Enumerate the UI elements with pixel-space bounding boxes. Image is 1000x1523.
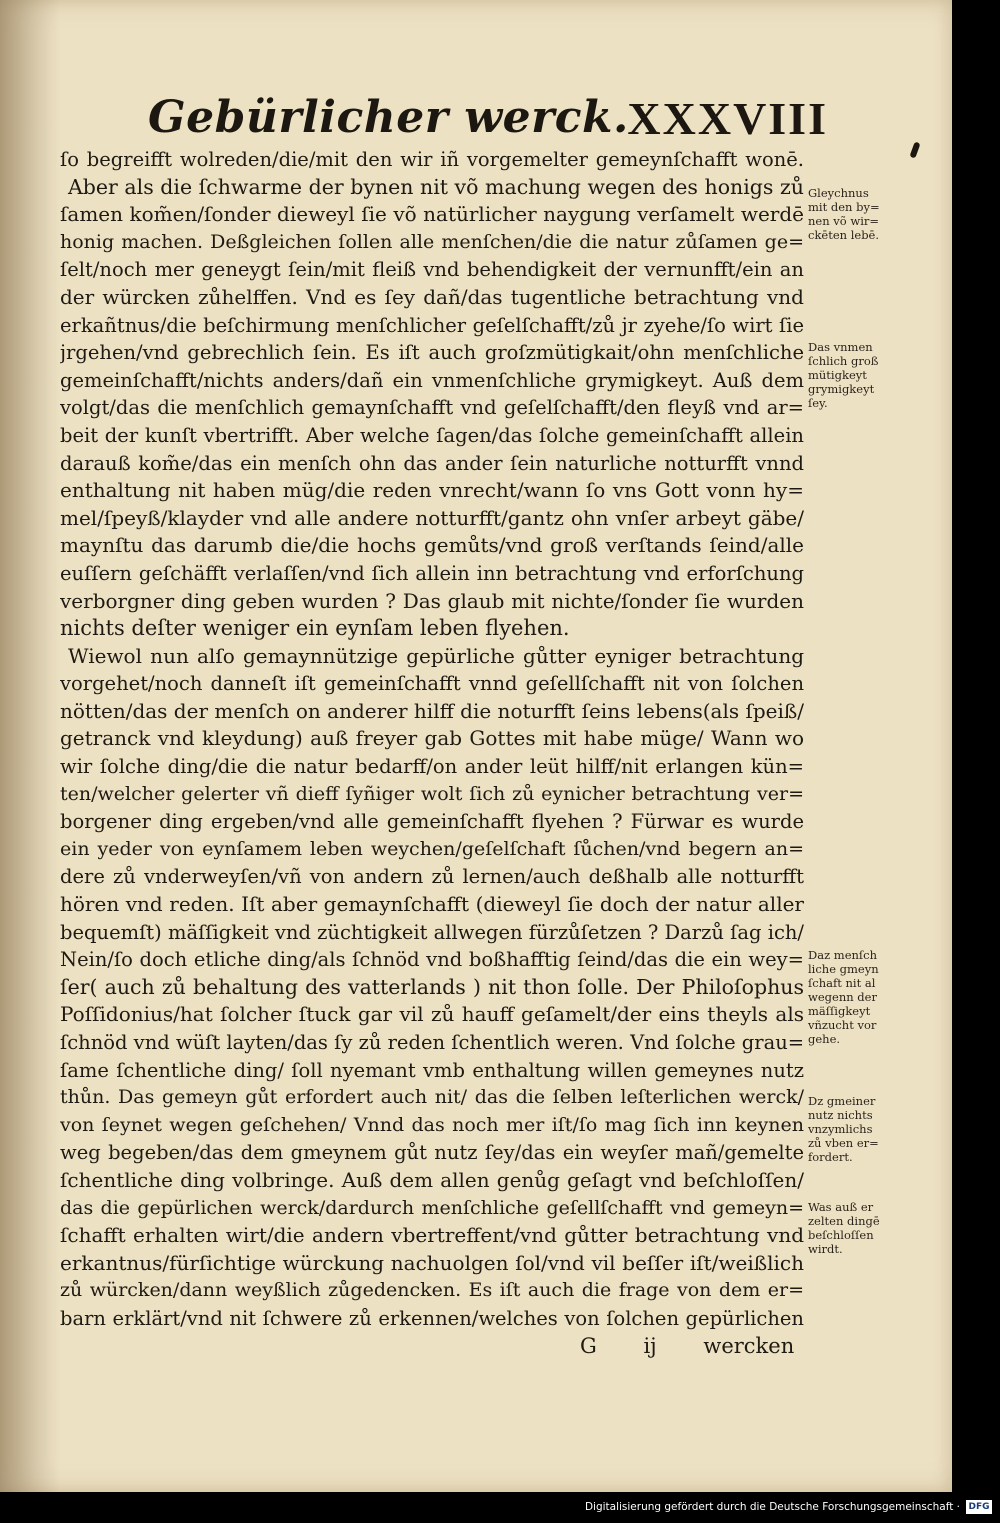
text-line: Nein/ſo doch etliche ding/als ſchnöd vnd boßhafftig ſeind/das die ein wey=: [60, 948, 804, 972]
text-line: bequemſt) mäſſigkeit vnd züchtigkeit allwegen fürzůſetzen ? Darzů ſag ich/: [60, 920, 804, 944]
marginal-note-line: ckēten lebē.: [808, 228, 880, 242]
text-line: ſame ſchentliche ding/ ſoll nyemant vmb enthaltung willen gemeynes nutz: [60, 1058, 804, 1082]
marginal-note-line: fordert.: [808, 1150, 853, 1164]
marginal-note-line: nen võ wir=: [808, 214, 880, 228]
text-line: darauß kom̃e/das ein menſch ohn das ander ſein naturliche notturfft vnnd: [60, 451, 804, 475]
marginal-note-line: mütigkeyt: [808, 368, 867, 382]
ink-mark: [909, 141, 920, 158]
text-line: maynſtu das darumb die/die hochs gemůts/vnd groß verſtands ſeind/alle: [60, 533, 804, 558]
marginal-note-line: Das vnmen: [808, 340, 873, 354]
text-line: wir ſolche ding/die die natur bedarff/on ander leüt hilff/nit erlangen kün=: [60, 755, 804, 779]
page-gutter-shadow: [0, 0, 60, 1492]
text-line: Wiewol nun alſo gemaynnützige gepürliche gůtter eyniger betrachtung: [68, 643, 804, 668]
marginal-note-line: ſey.: [808, 396, 828, 410]
marginal-note-line: nutz nichts: [808, 1108, 873, 1122]
marginal-note-line: vñzucht vor: [808, 1018, 877, 1032]
text-line: ſchafft erhalten wirt/die andern vbertreffent/vnd gůtter betrachtung vnd: [60, 1223, 804, 1248]
dfg-logo: DFG: [966, 1500, 992, 1514]
text-line: ein yeder von eynſamem leben weychen/geſelſchaft ſůchen/vnd begern an=: [60, 837, 804, 860]
body-text: [60, 146, 804, 1360]
marginal-note-line: Was auß er: [808, 1200, 874, 1214]
marginal-note: [808, 186, 900, 242]
marginal-note-line: zelten dingē: [808, 1214, 880, 1228]
text-line: verborgner ding geben wurden ? Das glaub mit nichte/ſonder ſie wurden: [60, 588, 804, 613]
text-line: euſſern geſchäfft verlaſſen/vnd ſich allein inn betrachtung vnd erforſchung: [60, 561, 804, 585]
marginal-note-line: grymigkeyt: [808, 382, 875, 396]
text-line: erkañtnus/die beſchirmung menſchlicher geſelſchafft/zů jr zyehe/ſo wirt ſie: [60, 313, 804, 337]
marginal-note-line: ſchaft nit al: [808, 976, 876, 990]
text-line: ten/welcher gelerter vñ dieff ſyñiger wolt ſich zů eynicher betrachtung ver=: [60, 782, 804, 805]
folio-number: XXXVIII: [627, 93, 828, 144]
marginal-note-line: wirdt.: [808, 1242, 843, 1256]
text-line: der würcken zůhelffen. Vnd es ſey dañ/das tugentliche betrachtung vnd: [60, 284, 804, 309]
marginal-note-line: mäſſigkeyt: [808, 1004, 871, 1018]
funding-credit: Digitalisierung gefördert durch die Deutsche Forschungsgemeinschaft ·: [584, 1501, 960, 1513]
text-line: enthaltung nit haben müg/die reden vnrecht/wann ſo vns Gott vonn hy=: [60, 478, 804, 503]
marginal-note-line: Gleychnus: [808, 186, 869, 200]
text-line: das die gepürlichen werck/dardurch menſchliche geſellſchafft vnd gemeyn=: [60, 1196, 804, 1219]
text-line: dere zů vnderweyſen/vñ von andern zů lernen/auch deßhalb alle notturfft: [60, 865, 804, 889]
text-line: ſchnöd vnd wüſt layten/das ſy zů reden ſchentlich weren. Vnd ſolche grau=: [60, 1031, 804, 1054]
text-line: getranck vnd kleydung) auß freyer gab Gottes mit habe müge/ Wann wo: [60, 726, 804, 751]
text-line: zů würcken/dann weyßlich zůgedencken. Es iſt auch die frage von dem er=: [60, 1279, 804, 1302]
text-line: borgener ding ergeben/vnd alle gemeinſchafft flyehen ? Fürwar es wurde: [60, 810, 804, 834]
marginal-note-line: gehe.: [808, 1032, 841, 1046]
marginal-note-line: mit den by=: [808, 200, 880, 214]
text-line: Poſſidonius/hat ſolcher ſtuck gar vil zů hauff geſamelt/der eins theyls als: [60, 1002, 804, 1027]
text-line: weg begeben/das dem gmeynem gůt nutz ſey/das ein weyſer mañ/gemelte: [60, 1141, 804, 1165]
footer-bar: [0, 1492, 1000, 1523]
text-line: honig machen. Deßgleichen ſollen alle menſchen/die die natur zůſamen ge=: [60, 230, 804, 253]
marginal-note-line: wegenn der: [808, 990, 877, 1004]
text-line: ſchentliche ding volbringe. Auß dem allen genůg geſagt vnd beſchloſſen/: [60, 1167, 804, 1192]
text-line: nötten/das der menſch on anderer hilff die noturfft ſeins lebens(als ſpeiß/: [60, 698, 804, 723]
text-line: thůn. Das gemeyn gůt erfordert auch nit/ das die ſelben leſterlichen werck/: [60, 1086, 804, 1109]
text-line: Aber als die ſchwarme der bynen nit võ machung wegen des honigs zů: [68, 174, 804, 199]
text-line: ſo begreifft wolreden/die/mit den wir iñ vorgemelter gemeynſchafft wonē.: [60, 148, 804, 171]
text-line: hören vnd reden. Iſt aber gemaynſchafft (dieweyl ſie doch der natur aller: [60, 892, 804, 917]
text-line: nichts deſter weniger ein eynſam leben flyehen.: [60, 616, 570, 641]
text-line: ſelt/noch mer geneygt ſein/mit fleiß vnd behendigkeit der vernunfft/ein an: [60, 258, 804, 282]
marginal-note-line: Daz menſch: [808, 948, 878, 962]
page-header: [148, 92, 828, 152]
text-line: jrgehen/vnd gebrechlich ſein. Es iſt auch groſzmütigkait/ohn menſchliche: [60, 341, 804, 365]
text-line: volgt/das die menſchlich gemaynſchafft vnd geſelſchafft/den fleyß vnd ar=: [60, 396, 804, 420]
marginal-note-line: vnzymlichs: [808, 1122, 873, 1136]
running-title: Gebürlicher werck.: [148, 92, 629, 143]
marginal-note-line: beſchloſſen: [808, 1228, 874, 1242]
text-line: vorgehet/noch danneſt iſt gemeinſchafft vnnd geſellſchafft nit von ſolchen: [60, 672, 804, 696]
text-line: von ſeynet wegen geſchehen/ Vnnd das noch mer iſt/ſo mag ſich inn keynen: [60, 1113, 804, 1136]
text-line: erkantnus/fürſichtige würckung nachuolgen ſol/vnd vil beſſer iſt/weißlich: [60, 1250, 804, 1275]
text-line: barn erklärt/vnd nit ſchwere zů erkennen/welches von ſolchen gepürlichen: [60, 1306, 804, 1330]
text-line: G ij wercken: [580, 1333, 795, 1358]
text-line: gemeinſchafft/nichts anders/dañ ein vnmenſchliche grymigkeyt. Auß dem: [60, 368, 804, 392]
marginal-note: [808, 340, 900, 410]
marginal-note-line: Dz gmeiner: [808, 1094, 876, 1108]
marginal-note: [808, 1094, 900, 1164]
text-line: mel/ſpeyß/klayder vnd alle andere notturfft/gantz ohn vnſer arbeyt gäbe/: [60, 505, 804, 530]
text-line: ſamen kom̃en/ſonder dieweyl ſie võ natürlicher naygung verſamelt werdē: [60, 202, 804, 227]
text-line: beit der kunſt vbertrifft. Aber welche ſagen/das ſolche gemeinſchafft allein: [60, 423, 804, 447]
marginal-note-line: zů vben er=: [808, 1136, 879, 1150]
marginal-note: [808, 948, 900, 1046]
marginal-note-line: liche gmeyn: [808, 962, 879, 976]
text-line: ſer( auch zů behaltung des vatterlands ) nit thon ſolle. Der Philoſophus: [60, 974, 804, 999]
marginal-note: [808, 1200, 900, 1256]
marginal-note-line: ſchlich groß: [808, 354, 879, 368]
